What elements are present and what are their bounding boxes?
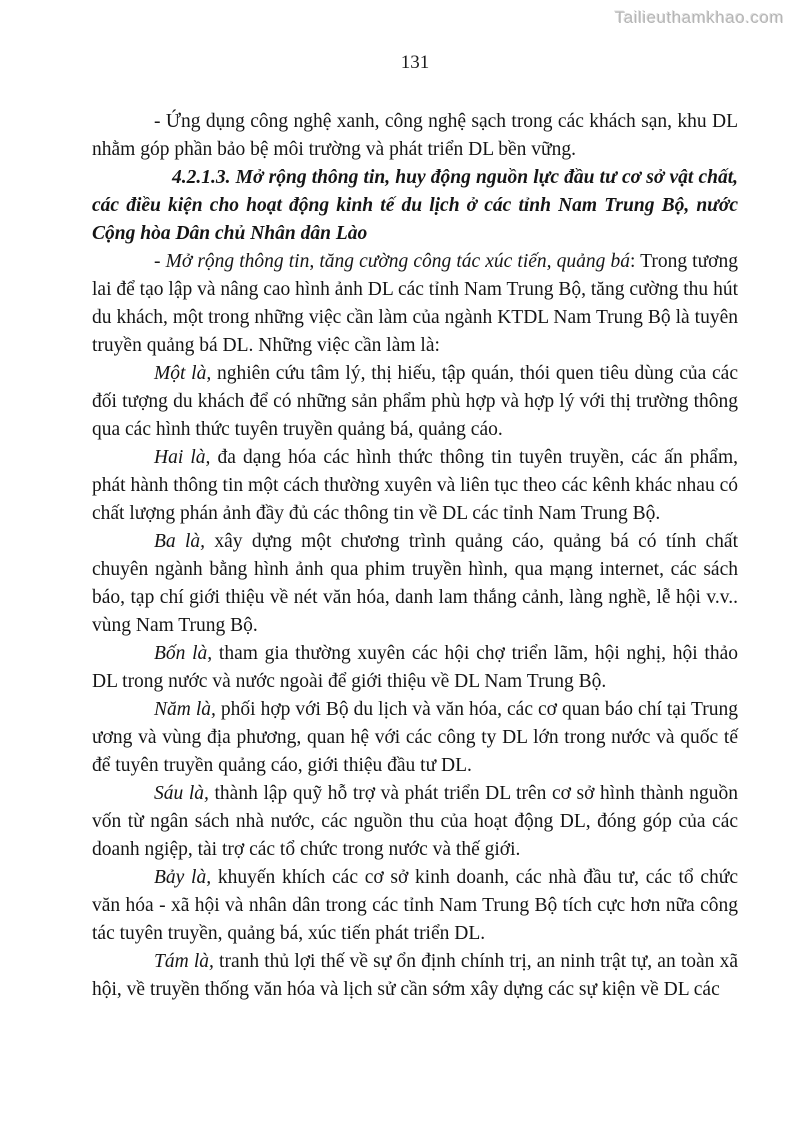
paragraph-lead: - Mở rộng thông tin, tăng cường công tác xúc tiến, quảng bá bbox=[154, 251, 630, 272]
paragraph-lead: Tám là, bbox=[154, 951, 214, 972]
paragraph bbox=[92, 780, 738, 864]
paragraph bbox=[92, 696, 738, 780]
paragraph bbox=[92, 248, 738, 360]
paragraph-lead: Bảy là, bbox=[154, 867, 212, 888]
paragraph-text: thành lập quỹ hỗ trợ và phát triển DL trên cơ sở hình thành nguồn vốn từ ngân sách nhà nước, các nguồn thu của hoạt động DL, đóng góp của các doanh ngiệp, tài trợ các tổ chức trong nước và thế giới. bbox=[92, 783, 738, 860]
section-heading: 4.2.1.3. Mở rộng thông tin, huy động nguồn lực đầu tư cơ sở vật chất, các điều kiện cho hoạt động kinh tế du lịch ở các tỉnh Nam Trung Bộ, nước Cộng hòa Dân chủ Nhân dân Lào bbox=[92, 167, 738, 244]
paragraph bbox=[92, 640, 738, 696]
paragraph-lead: Một là, bbox=[154, 363, 212, 384]
paragraph-lead: Hai là, bbox=[154, 447, 211, 468]
paragraph-lead: Sáu là, bbox=[154, 783, 209, 804]
paragraph bbox=[92, 108, 738, 164]
document-body bbox=[92, 108, 738, 1004]
paragraph-text: nghiên cứu tâm lý, thị hiếu, tập quán, thói quen tiêu dùng của các đối tượng du khách để có những sản phẩm phù hợp và hợp lý với thị trường thông qua các hình thức tuyên truyền quảng bá, quảng cáo. bbox=[92, 363, 738, 440]
paragraph-text: tham gia thường xuyên các hội chợ triển lãm, hội nghị, hội thảo DL trong nước và nước ngoài để giới thiệu về DL Nam Trung Bộ. bbox=[92, 643, 738, 692]
page-number: 131 bbox=[400, 52, 430, 73]
paragraph bbox=[92, 444, 738, 528]
paragraph-text: khuyến khích các cơ sở kinh doanh, các nhà đầu tư, các tổ chức văn hóa - xã hội và nhân dân trong các tỉnh Nam Trung Bộ tích cực hơn nữa công tác tuyên truyền, quảng bá, xúc tiến phát triển DL. bbox=[92, 867, 739, 944]
paragraph-lead: Ba là, bbox=[154, 531, 206, 552]
paragraph-lead: Năm là, bbox=[154, 699, 216, 720]
paragraph-text: tranh thủ lợi thế về sự ổn định chính trị, an ninh trật tự, an toàn xã hội, về truyền thống văn hóa và lịch sử cần sớm xây dựng các sự kiện về DL các bbox=[92, 951, 738, 1000]
paragraph-text: xây dựng một chương trình quảng cáo, quảng bá có tính chất chuyên ngành bằng hình ảnh qua phim truyền hình, qua mạng internet, các sách báo, tạp chí giới thiệu về nét văn hóa, danh lam thắng cảnh, làng nghề, lễ hội v.v.. vùng Nam Trung Bộ. bbox=[92, 531, 738, 636]
paragraph-lead: Bốn là, bbox=[154, 643, 213, 664]
paragraph-text: - Ứng dụng công nghệ xanh, công nghệ sạch trong các khách sạn, khu DL nhằm góp phần bảo bệ môi trường và phát triển DL bền vững. bbox=[92, 111, 738, 160]
paragraph-text: phối hợp với Bộ du lịch và văn hóa, các cơ quan báo chí tại Trung ương và vùng địa phương, quan hệ với các công ty DL lớn trong nước và quốc tế để tuyên truyền quảng cáo, giới thiệu đầu tư DL. bbox=[92, 699, 738, 776]
paragraph-text: : Trong tương lai để tạo lập và nâng cao hình ảnh DL các tỉnh Nam Trung Bộ, tăng cường thu hút du khách, một trong những việc cần làm của ngành KTDL Nam Trung Bộ là tuyên truyền quảng bá DL. Những việc cần làm là: bbox=[92, 251, 738, 356]
watermark-text: Tailieuthamkhao.com bbox=[614, 8, 784, 27]
paragraph bbox=[92, 948, 738, 1004]
paragraph-text: đa dạng hóa các hình thức thông tin tuyên truyền, các ấn phẩm, phát hành thông tin một cách thường xuyên và liên tục theo các kênh khác nhau có chất lượng phán ảnh đầy đủ các thông tin về DL các tỉnh Nam Trung Bộ. bbox=[92, 447, 739, 524]
paragraph bbox=[92, 864, 738, 948]
paragraph bbox=[92, 360, 738, 444]
paragraph bbox=[92, 528, 738, 640]
